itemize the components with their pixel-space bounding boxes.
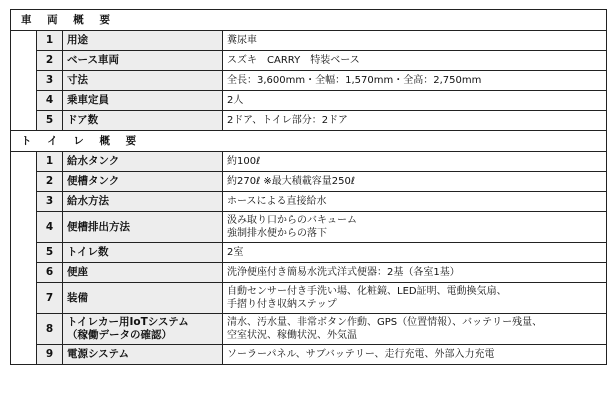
row-number: 1 [37, 152, 63, 172]
row-label: 給水タンク [63, 152, 223, 172]
row-value: 全長：3,600mm・全幅：1,570mm・全高：2,750mm [223, 71, 607, 91]
table-row [11, 345, 607, 365]
row-number: 2 [37, 51, 63, 71]
table-row [11, 172, 607, 192]
row-label: ベース車両 [63, 51, 223, 71]
row-value-line: 強制排水便からの落下 [227, 228, 327, 239]
row-label: 給水方法 [63, 192, 223, 212]
row-value: 2人 [223, 91, 607, 111]
row-value-line: 空室状況、稼働状況、外気温 [227, 330, 357, 341]
row-number: 6 [37, 263, 63, 283]
table-row [11, 243, 607, 263]
row-value [223, 283, 607, 314]
spec-table [10, 9, 607, 365]
row-label: 寸法 [63, 71, 223, 91]
row-value: 糞尿車 [223, 31, 607, 51]
row-number: 1 [37, 31, 63, 51]
row-number: 5 [37, 243, 63, 263]
row-value: ソーラーパネル、サブバッテリー、走行充電、外部入力充電 [223, 345, 607, 365]
table-row [11, 314, 607, 345]
row-value-line: 清水、汚水量、非常ボタン作動、GPS（位置情報）、バッテリー残量、 [227, 317, 543, 328]
row-value [223, 314, 607, 345]
row-value-line: 汲み取り口からのバキューム [227, 215, 357, 226]
row-label: 装備 [63, 283, 223, 314]
row-value: スズキ CARRY 特装ベース [223, 51, 607, 71]
row-value [223, 212, 607, 243]
row-label: ドア数 [63, 111, 223, 131]
table-row [11, 192, 607, 212]
table-row [11, 91, 607, 111]
row-label: 便槽排出方法 [63, 212, 223, 243]
row-value-line: 自動センサー付き手洗い場、化粧鏡、LED証明、電動換気扇、 [227, 286, 507, 297]
table-row [11, 31, 607, 51]
row-value: ホースによる直接給水 [223, 192, 607, 212]
row-value: 約100ℓ [223, 152, 607, 172]
table-row [11, 283, 607, 314]
row-number: 5 [37, 111, 63, 131]
row-number: 9 [37, 345, 63, 365]
table-row [11, 212, 607, 243]
row-value: 2ドア、トイレ部分：2ドア [223, 111, 607, 131]
row-label: 用途 [63, 31, 223, 51]
row-number: 3 [37, 71, 63, 91]
row-number: 3 [37, 192, 63, 212]
row-value: 約270ℓ ※最大積載容量250ℓ [223, 172, 607, 192]
vehicle-section-header [11, 10, 607, 31]
row-label: 電源システム [63, 345, 223, 365]
row-label-line: トイレカー用IoTシステム [67, 316, 189, 328]
row-number: 4 [37, 212, 63, 243]
row-number: 8 [37, 314, 63, 345]
row-number: 4 [37, 91, 63, 111]
table-row [11, 71, 607, 91]
toilet-section-header [11, 131, 607, 152]
table-row [11, 111, 607, 131]
row-number: 2 [37, 172, 63, 192]
row-value: 2室 [223, 243, 607, 263]
row-label: トイレ数 [63, 243, 223, 263]
row-label-line: （稼働データの確認） [67, 329, 172, 341]
section-title: ト イ レ 概 要 [11, 131, 607, 152]
row-label: 便座 [63, 263, 223, 283]
table-row [11, 152, 607, 172]
row-label: 便槽タンク [63, 172, 223, 192]
table-row [11, 263, 607, 283]
row-value: 洗浄便座付き簡易水洗式洋式便器：2基（各室1基） [223, 263, 607, 283]
section-title: 車 両 概 要 [11, 10, 607, 31]
row-value-line: 手摺り付き収納ステップ [227, 299, 337, 310]
table-row [11, 51, 607, 71]
row-label [63, 314, 223, 345]
row-number: 7 [37, 283, 63, 314]
row-label: 乗車定員 [63, 91, 223, 111]
